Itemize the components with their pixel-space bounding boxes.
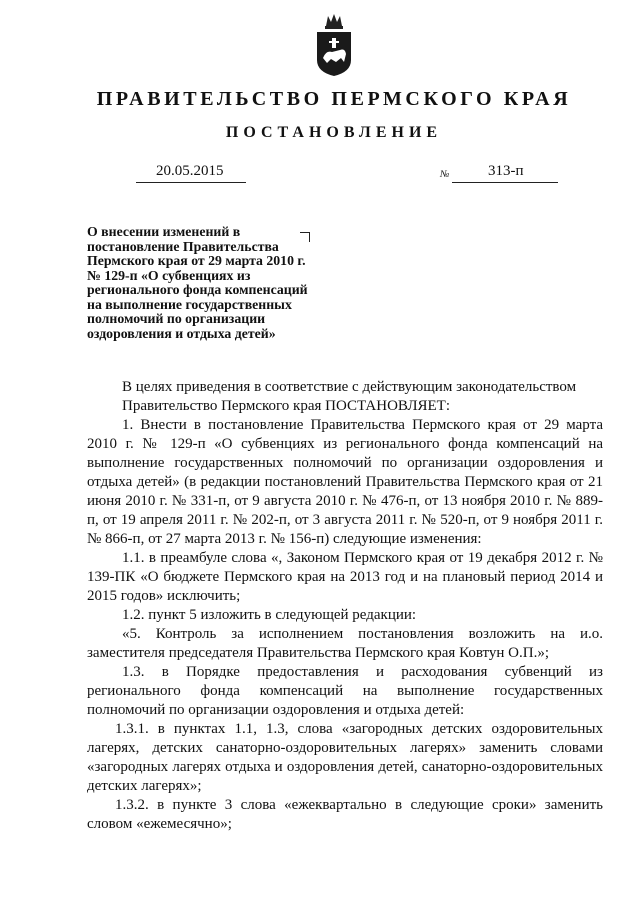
paragraph-resolves: Правительство Пермского края ПОСТАНОВЛЯЕТ: <box>122 398 451 414</box>
document-type: ПОСТАНОВЛЕНИЕ <box>225 124 443 141</box>
document-date: 20.05.2015 <box>156 163 224 179</box>
document-subject: О внесении изменений в постановление Правительства Пермского края от 29 марта 2010 г. № 129-п «О субвенциях из регионального фонда компенсаций на выполнение государственных полномочий по организации оздоровления и отдыха детей» <box>87 224 308 341</box>
document-body <box>87 378 603 834</box>
paragraph-point-5: «5. Контроль за исполнением постановления возложить на и.о. заместителя председателя Правительства Пермского края Ковтун О.П.»; <box>87 626 603 661</box>
subject-corner-mark <box>300 232 310 242</box>
government-title: ПРАВИТЕЛЬСТВО ПЕРМСКОГО КРАЯ <box>96 88 572 110</box>
paragraph-1-3-1: 1.3.1. в пунктах 1.1, 1.3, слова «загородных детских оздоровительных лагерях, детских санаторно-оздоровительных лагерях» заменить словами «загородных лагерях отдыха и оздоровления детей, санаторно-оздоровительных детских лагерях»; <box>87 721 603 794</box>
document-number: 313-п <box>488 163 524 179</box>
number-underline <box>452 182 558 183</box>
paragraph-1-3-2: 1.3.2. в пункте 3 слова «ежеквартально в следующие сроки» заменить словом «ежемесячно»; <box>87 797 603 832</box>
paragraph-preamble: В целях приведения в соответствие с действующим законодательством <box>122 379 577 395</box>
paragraph-1-1: 1.1. в преамбуле слова «, Законом Пермского края от 19 декабря 2012 г. № 139-ПК «О бюджете Пермского края на 2013 год и на плановый период 2014 и 2015 годов» исключить; <box>87 550 603 604</box>
coat-of-arms-icon <box>314 12 354 78</box>
number-label: № <box>440 169 450 180</box>
paragraph-1-3: 1.3. в Порядке предоставления и расходования субвенций из регионального фонда компенсаций на выполнение государственных полномочий по организации оздоровления и отдыха детей: <box>87 664 603 718</box>
paragraph-1: 1. Внести в постановление Правительства Пермского края от 29 марта 2010 г. № 129-п «О субвенциях из регионального фонда компенсаций на выполнение государственных полномочий по организации оздоровления и отдыха детей» (в редакции постановлений Правительства Пермского края от 21 июня 2010 г. № 331-п, от 9 августа 2010 г. № 476-п, от 13 ноября 2010 г. № 889-п, от 19 апреля 2011 г. № 202-п, от 3 августа 2011 г. № 520-п, от 9 ноября 2011 г. № 866-п, от 27 марта 2013 г. № 156-п) следующие изменения: <box>87 417 603 547</box>
date-underline <box>136 182 246 183</box>
paragraph-1-2: 1.2. пункт 5 изложить в следующей редакции: <box>122 607 417 623</box>
